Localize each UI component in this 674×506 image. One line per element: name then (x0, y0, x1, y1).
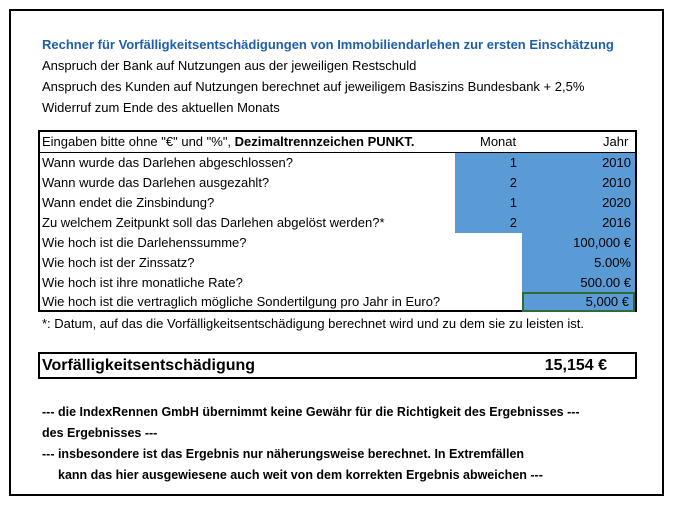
disclaimer-block (42, 402, 580, 486)
row-label: Zu welchem Zeitpunkt soll das Darlehen abgelöst werden?* (42, 215, 385, 230)
row-contract-date (40, 153, 635, 173)
result-value: 15,154 € (544, 357, 607, 374)
result-label: Vorfälligkeitsentschädigung (42, 357, 256, 374)
row-repayment-date (40, 213, 635, 233)
row-label: Wie hoch ist der Zinssatz? (42, 255, 195, 270)
month-input-fixed-rate-end[interactable]: 1 (455, 193, 522, 213)
column-header-year: Jahr (603, 134, 629, 149)
month-input-contract[interactable]: 1 (455, 153, 522, 173)
instruction-text: Eingaben bitte ohne "€" und "%", Dezimaltrennzeichen PUNKT. (42, 134, 415, 149)
page-title: Rechner für Vorfälligkeitsentschädigungen von Immobiliendarlehen zur ersten Einschätzung (42, 37, 614, 52)
row-payout-date (40, 173, 635, 193)
loan-amount-input[interactable]: 100,000 € (522, 233, 635, 253)
row-loan-amount (40, 233, 635, 253)
year-input-contract[interactable]: 2010 (522, 153, 635, 173)
disclaimer-line: --- die IndexRennen GmbH übernimmt keine Gewähr für die Richtigkeit des Ergebnisses --- (42, 405, 580, 419)
disclaimer-line: kann das hier ausgewiesene auch weit von dem korrekten Ergebnis abweichen --- (58, 468, 543, 482)
row-monthly-rate (40, 273, 635, 293)
header-block (42, 34, 614, 118)
row-label: Wie hoch ist die Darlehenssumme? (42, 235, 247, 250)
header-line-revocation: Widerruf zum Ende des aktuellen Monats (42, 100, 280, 115)
result-box (38, 352, 637, 379)
row-label: Wie hoch ist ihre monatliche Rate? (42, 275, 243, 290)
special-repayment-input[interactable]: 5,000 € (522, 292, 635, 312)
monthly-rate-input[interactable]: 500.00 € (522, 273, 635, 293)
month-input-repayment[interactable]: 2 (455, 213, 522, 233)
year-input-fixed-rate-end[interactable]: 2020 (522, 193, 635, 213)
month-input-payout[interactable]: 2 (455, 173, 522, 193)
year-input-payout[interactable]: 2010 (522, 173, 635, 193)
calculator-table (38, 130, 637, 312)
year-input-repayment[interactable]: 2016 (522, 213, 635, 233)
row-label: Wann endet die Zinsbindung? (42, 195, 215, 210)
row-label: Wie hoch ist die vertraglich mögliche Sondertilgung pro Jahr in Euro? (42, 294, 441, 309)
row-special-repayment (40, 292, 635, 312)
column-header-month: Monat (480, 134, 517, 149)
header-line-bank: Anspruch der Bank auf Nutzungen aus der jeweiligen Restschuld (42, 58, 417, 73)
disclaimer-line: --- insbesondere ist das Ergebnis nur näherungsweise berechnet. In Extremfällen (42, 447, 525, 461)
disclaimer-line: des Ergebnisses --- (42, 426, 158, 440)
row-label: Wann wurde das Darlehen ausgezahlt? (42, 175, 270, 190)
footnote: *: Datum, auf das die Vorfälligkeitsentschädigung berechnet wird und zu dem sie zu leisten ist. (42, 316, 584, 331)
row-fixed-rate-end (40, 193, 635, 213)
row-label: Wann wurde das Darlehen abgeschlossen? (42, 155, 294, 170)
interest-rate-input[interactable]: 5.00% (522, 253, 635, 273)
header-line-customer: Anspruch des Kunden auf Nutzungen berechnet auf jeweiligem Basiszins Bundesbank + 2,5% (42, 79, 585, 94)
row-interest-rate (40, 253, 635, 273)
table-header-row (40, 132, 635, 152)
